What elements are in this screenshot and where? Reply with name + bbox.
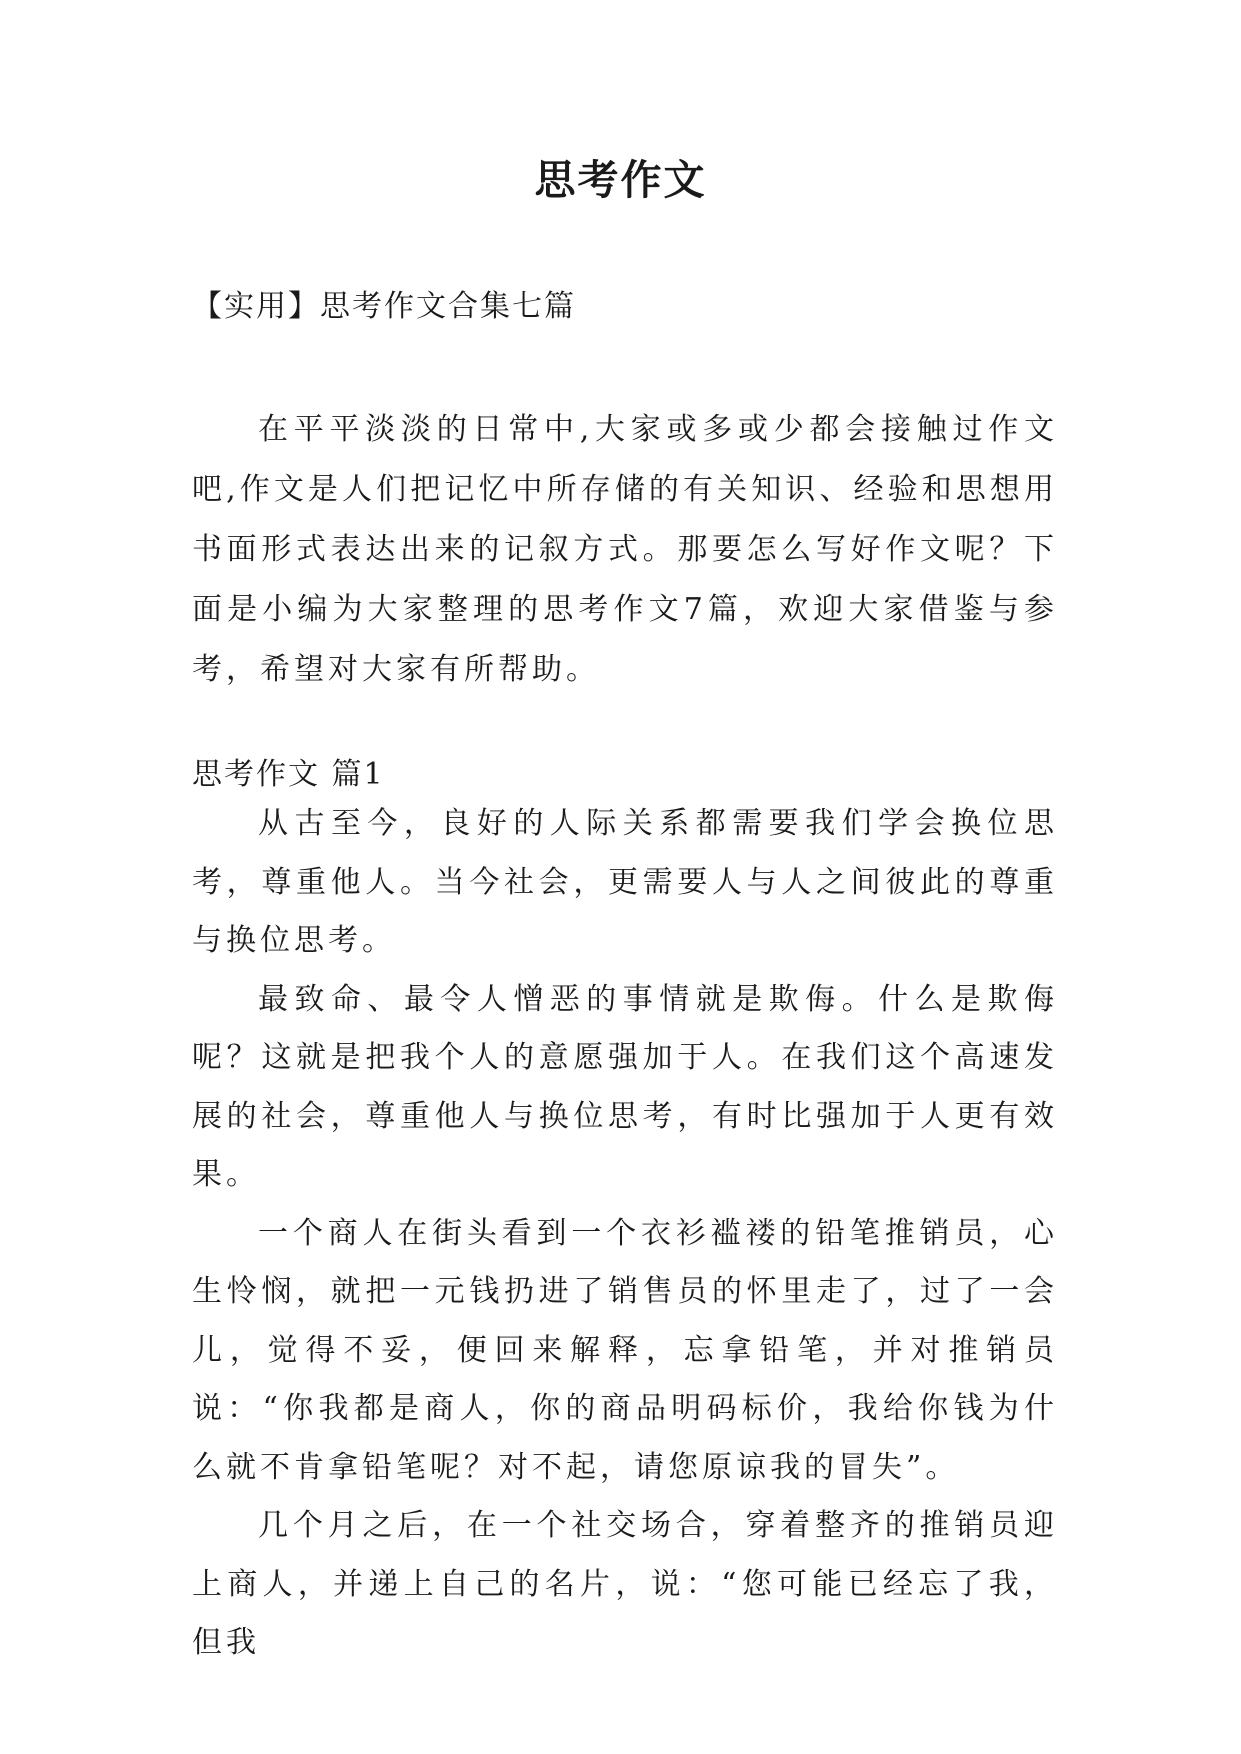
section-body <box>192 795 1058 1673</box>
body-paragraph: 从古至今，良好的人际关系都需要我们学会换位思考，尊重他人。当今社会，更需要人与人之间彼此的尊重与换位思考。 <box>192 806 1058 958</box>
body-paragraph: 一个商人在街头看到一个衣衫褴褛的铅笔推销员，心生怜悯，就把一元钱扔进了销售员的怀里走了，过了一会儿，觉得不妥，便回来解释，忘拿铅笔，并对推销员说：“你我都是商人，你的商品明码标价，我给你钱为什么就不肯拿铅笔呢？对不起，请您原谅我的冒失”。 <box>192 1215 1058 1485</box>
section-heading: 思考作文 篇1 <box>192 757 385 792</box>
body-paragraph: 最致命、最令人憎恶的事情就是欺侮。什么是欺侮呢？这就是把我个人的意愿强加于人。在我们这个高速发展的社会，尊重他人与换位思考，有时比强加于人更有效果。 <box>192 981 1058 1192</box>
body-paragraph: 几个月之后，在一个社交场合，穿着整齐的推销员迎上商人，并递上自己的名片，说：“您可能已经忘了我，但我 <box>192 1508 1058 1660</box>
intro-block <box>192 400 1058 700</box>
intro-paragraph: 在平平淡淡的日常中,大家或多或少都会接触过作文吧,作文是人们把记忆中所存储的有关知识、经验和思想用书面形式表达出来的记叙方式。那要怎么写好作文呢？下面是小编为大家整理的思考作文7篇，欢迎大家借鉴与参考，希望对大家有所帮助。 <box>192 412 1058 687</box>
document-title: 思考作文 <box>534 156 707 204</box>
document-subtitle: 【实用】思考作文合集七篇 <box>192 289 576 324</box>
